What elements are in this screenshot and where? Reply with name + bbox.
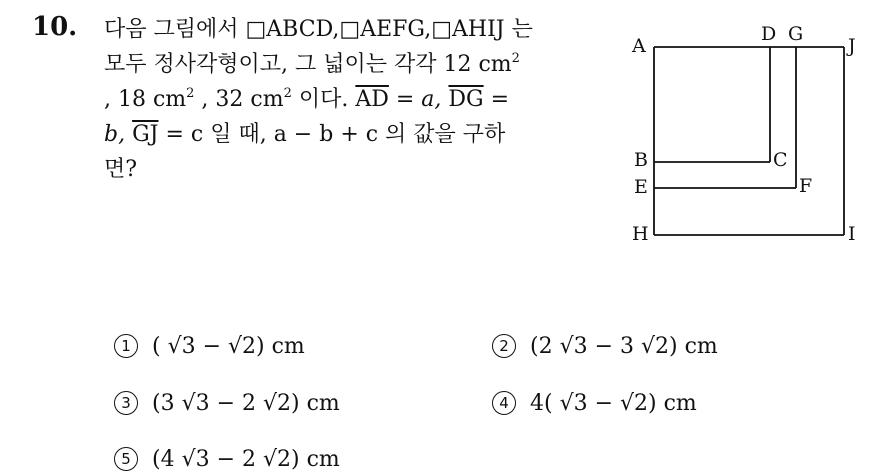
stem-line-3 [104, 82, 590, 117]
stem-line-3-superscript-2: 2 [283, 86, 292, 101]
stem-line-5-text: 면? [104, 157, 138, 182]
choice-3-text: (3 √3 − 2 √2) cm [152, 391, 340, 416]
squares-figure [628, 20, 868, 250]
choice-5[interactable] [114, 445, 340, 475]
label-e: E [634, 176, 648, 198]
choice-2-marker: 2 [492, 334, 516, 358]
stem-line-2-superscript: 2 [511, 51, 520, 66]
choice-4[interactable] [492, 389, 697, 419]
segment-dg: $\overline{DG}$ [448, 87, 484, 112]
choice-4-marker: 4 [492, 391, 516, 415]
stem-line-3-text: , 18 cm [104, 87, 187, 112]
stem-line-3-mid: , 32 cm [194, 87, 284, 112]
stem-line-3-eq-end: = [483, 87, 510, 112]
choice-2-text: (2 √3 − 3 √2) cm [530, 334, 718, 359]
label-a: A [632, 35, 646, 57]
choice-4-text: 4( √3 − √2) cm [530, 391, 697, 416]
label-d: D [761, 23, 777, 45]
question-stem [104, 12, 590, 187]
question-number: 10. [32, 12, 78, 42]
label-j: J [848, 35, 856, 57]
stem-line-4-rest: = c 일 때, a − b + c 의 값을 구하 [158, 122, 506, 147]
stem-line-2 [104, 47, 590, 82]
stem-line-3-eq-a: = a, [388, 87, 449, 112]
choice-1[interactable] [114, 332, 305, 362]
label-c: C [773, 149, 788, 171]
stem-line-1-text: 다음 그림에서 □ABCD,□AEFG,□AHIJ 는 [104, 17, 533, 42]
segment-gj: $\overline{GJ}$ [132, 122, 159, 147]
choice-1-marker: 1 [114, 334, 138, 358]
choice-5-text: (4 √3 − 2 √2) cm [152, 447, 340, 472]
segment-ad: $\overline{AD}$ [355, 87, 389, 112]
choice-2[interactable] [492, 332, 718, 362]
stem-line-5 [104, 152, 590, 187]
choice-3-marker: 3 [114, 391, 138, 415]
stem-line-2-text: 모두 정사각형이고, 그 넓이는 각각 12 cm [104, 52, 512, 77]
label-b: B [634, 149, 648, 171]
stem-line-4 [104, 117, 590, 152]
label-g: G [788, 23, 804, 45]
label-f: F [799, 175, 813, 197]
label-h: H [632, 223, 649, 245]
stem-line-4-text: b, [104, 122, 133, 147]
stem-line-1 [104, 12, 590, 47]
stem-line-3-rest: 이다. [291, 87, 356, 112]
label-i: I [848, 223, 856, 245]
choice-3[interactable] [114, 389, 340, 419]
choice-1-text: ( √3 − √2) cm [152, 334, 305, 359]
stem-line-3-superscript-1: 2 [186, 86, 195, 101]
choice-5-marker: 5 [114, 447, 138, 471]
